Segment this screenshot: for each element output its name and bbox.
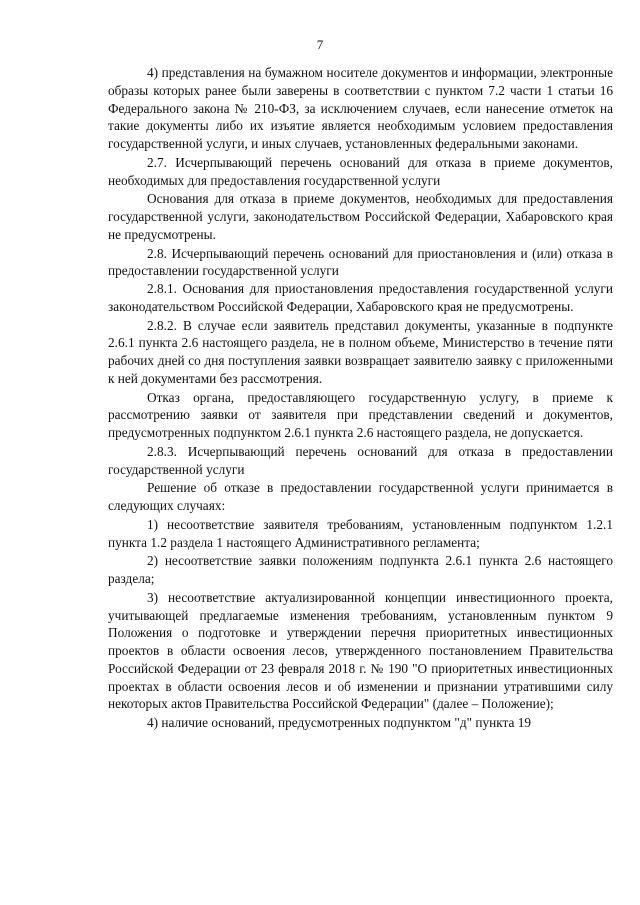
paragraph-2-8-2: 2.8.2. В случае если заявитель представил документы, указанные в подпункте 2.6.1 пункта 2.6 настоящего раздела, не в полном объеме, Министерство в течение пяти рабочих дней со дня поступления заявки возвращает заявителю заявку с приложенными к ней документами без рассмотрения.: [108, 317, 613, 386]
list-item-2-application-mismatch: 2) несоответствие заявки положениям подпункта 2.6.1 пункта 2.6 настоящего раздела;: [108, 553, 613, 586]
list-item-1-applicant-mismatch: 1) несоответствие заявителя требованиям, установленным подпунктом 1.2.1 пункта 1.2 раздела 1 настоящего Административного регламента;: [108, 516, 613, 550]
list-item-4-grounds: 4) наличие оснований, предусмотренных подпунктом "д" пункта 19: [147, 715, 532, 730]
paragraph-item-4-paper-documents: 4) представления на бумажном носителе документов и информации, электронные образы которых ранее были заверены в соответствии с пунктом 7.2 части 1 статьи 16 Федерального закона № 210-ФЗ, за исключением случаев, если нанесение отметок на такие документы либо их изъятие является необходимым условием предоставления государственной услуги, и иных случаев, установленных федеральными законами.: [108, 65, 613, 151]
page-number: 7: [316, 37, 324, 52]
paragraph-no-grounds-refusal-acceptance: Основания для отказа в приеме документов, необходимых для предоставления государственной услуги, законодательством Российской Федерации, Хабаровского края не предусмотрены.: [108, 191, 613, 242]
paragraph-refusal-not-allowed: Отказ органа, предоставляющего государственную услугу, в приеме к рассмотрению заявки от заявителя при представлении сведений и документов, предусмотренных подпунктом 2.6.1 пункта 2.6 настоящего раздела, не допускается.: [108, 389, 613, 440]
section-heading-2-8-3: 2.8.3. Исчерпывающий перечень оснований для отказа в предоставлении государственной услуги: [108, 443, 613, 477]
paragraph-2-8-1: 2.8.1. Основания для приостановления предоставления государственной услуги законодательством Российской Федерации, Хабаровского края не предусмотрены.: [108, 281, 613, 314]
list-item-3-concept-mismatch: 3) несоответствие актуализированной концепции инвестиционного проекта, учитывающей предлагаемые изменения требованиям, установленным пунктом 9 Положения о подготовке и утверждении перечня приоритетных инвестиционных проектов в области освоения лесов, утвержденного постановлением Правительства Российской Федерации от 23 февраля 2018 г. № 190 "О приоритетных инвестиционных проектах в области освоения лесов и об изменении и признании утратившими силу некоторых актов Правительства Российской Федерации" (далее – Положение);: [108, 589, 613, 712]
document-body: [108, 64, 613, 732]
paragraph-refusal-decision-cases: Решение об отказе в предоставлении государственной услуги принимается в следующих случаях:: [108, 480, 613, 513]
section-heading-2-7: 2.7. Исчерпывающий перечень оснований для отказа в приеме документов, необходимых для предоставления государственной услуги: [108, 154, 613, 188]
section-heading-2-8: 2.8. Исчерпывающий перечень оснований для приостановления и (или) отказа в предоставлении государственной услуги: [108, 245, 613, 279]
